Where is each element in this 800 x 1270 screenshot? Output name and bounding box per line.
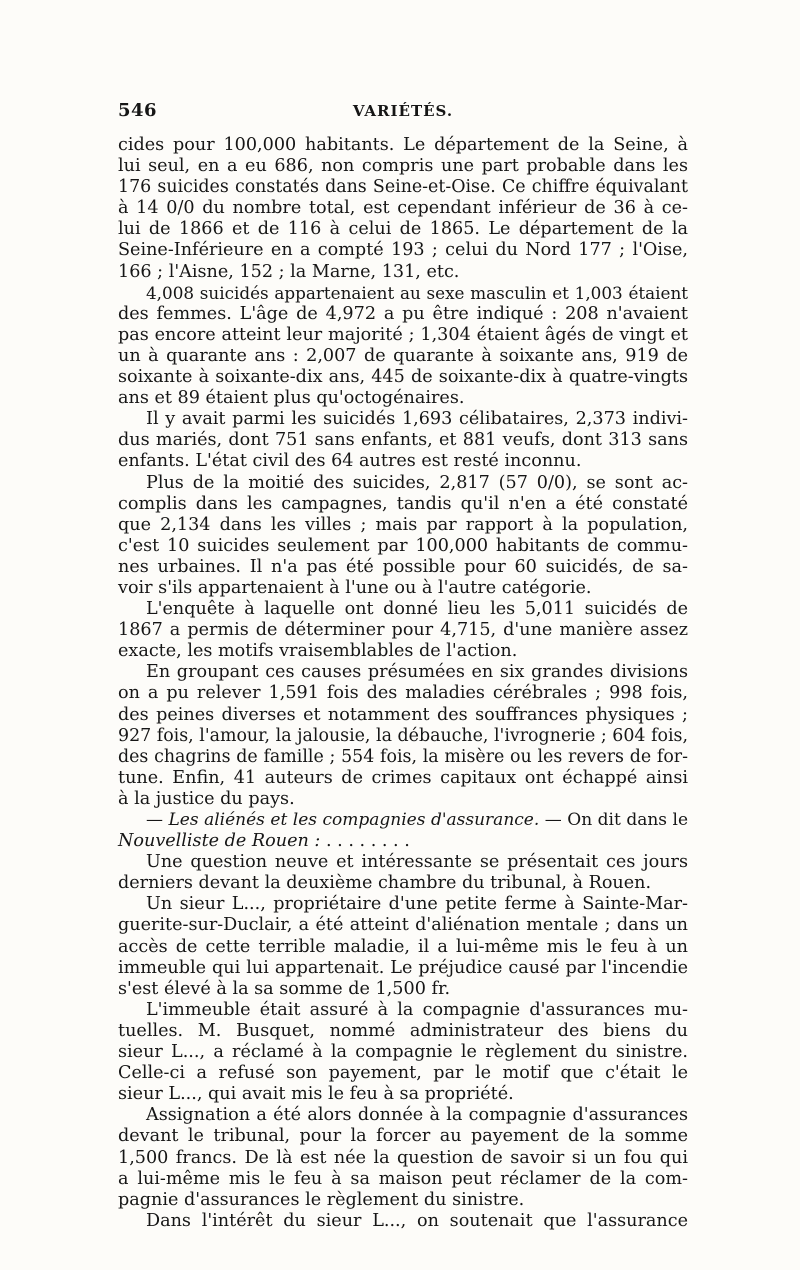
paragraph <box>118 473 688 600</box>
running-title: VARIÉTÉS. <box>352 102 454 120</box>
text-line: des peines diverses et notamment des souffrances physiques ; <box>118 704 688 725</box>
text-line: complis dans les campagnes, tandis qu'il n'en a été constaté <box>118 493 688 514</box>
text-line: a lui-même mis le feu à sa maison peut réclamer de la com- <box>118 1168 688 1189</box>
text-line: que 2,134 dans les villes ; mais par rapport à la population, <box>118 514 688 535</box>
text-line: Assignation a été alors donnée à la compagnie d'assurances <box>146 1105 688 1126</box>
section-intro: — On dit dans le <box>539 810 689 830</box>
text-line: L'immeuble était assuré à la compagnie d'assurances mu- <box>146 999 688 1020</box>
body-text <box>118 135 688 1232</box>
section-heading <box>118 810 688 852</box>
text-line: 166 ; l'Aisne, 152 ; la Marne, 131, etc. <box>118 261 460 282</box>
page-header <box>118 100 688 126</box>
text-line: à 14 0/0 du nombre total, est cependant inférieur de 36 à ce- <box>118 198 688 219</box>
text-line: enfants. L'état civil des 64 autres est resté inconnu. <box>118 451 582 472</box>
text-line: lui de 1866 et de 116 à celui de 1865. Le département de la <box>118 219 688 240</box>
text-line: exacte, les motifs vraisemblables de l'action. <box>118 641 518 662</box>
text-line: accès de cette terrible maladie, il a lui-même mis le feu à un <box>118 936 688 957</box>
source-name: Nouvelliste de Rouen : <box>118 831 321 852</box>
text-line: à la justice du pays. <box>118 788 295 809</box>
text-line: 927 fois, l'amour, la jalousie, la débauche, l'ivrognerie ; 604 fois, <box>118 725 688 746</box>
article-paragraph <box>118 852 688 894</box>
text-line: Une question neuve et intéressante se présentait ces jours <box>146 852 688 873</box>
text-line: c'est 10 suicides seulement par 100,000 habitants de commu- <box>118 535 688 556</box>
text-line: cides pour 100,000 habitants. Le département de la Seine, à <box>118 135 688 155</box>
text-line: sieur L..., qui avait mis le feu à sa propriété. <box>118 1084 514 1105</box>
paragraph <box>118 409 688 472</box>
article-paragraph <box>118 1000 688 1105</box>
text-line: voir s'ils appartenaient à l'une ou à l'autre catégorie. <box>118 577 592 598</box>
article-paragraph <box>118 1211 688 1232</box>
text-line: soixante à soixante-dix ans, 445 de soixante-dix à quatre-vingts <box>118 367 688 388</box>
text-line: tune. Enfin, 41 auteurs de crimes capitaux ont échappé ainsi <box>118 767 688 788</box>
text-line: on a pu relever 1,591 fois des maladies cérébrales ; 998 fois, <box>118 683 688 704</box>
text-line: immeuble qui lui appartenait. Le préjudice causé par l'incendie <box>118 957 688 978</box>
text-line: derniers devant la deuxième chambre du tribunal, à Rouen. <box>118 873 652 894</box>
text-line: un à quarante ans : 2,007 de quarante à soixante ans, 919 de <box>118 345 688 366</box>
text-line: pagnie d'assurances le règlement du sinistre. <box>118 1189 525 1210</box>
em-dash: — <box>146 810 163 830</box>
text-line: 1867 a permis de déterminer pour 4,715, d'une manière assez <box>118 620 688 641</box>
text-line: Il y avait parmi les suicidés 1,693 célibataires, 2,373 indivi- <box>146 409 688 430</box>
text-line: sieur L..., a réclamé à la compagnie le règlement du sinistre. <box>118 1042 688 1063</box>
paragraph <box>118 283 688 410</box>
section-heading-line <box>118 810 688 831</box>
source-dots: . . . . . . . . <box>320 831 410 852</box>
text-line: 4,008 suicidés appartenaient au sexe masculin et 1,003 étaient <box>146 282 688 303</box>
text-line: Un sieur L..., propriétaire d'une petite ferme à Sainte-Mar- <box>146 894 688 915</box>
section-title: Les aliénés et les compagnies d'assurance. <box>168 810 540 830</box>
text-line: Seine-Inférieure en a compté 193 ; celui du Nord 177 ; l'Oise, <box>118 240 688 261</box>
text-line: 1,500 francs. De là est née la question de savoir si un fou qui <box>118 1147 688 1168</box>
article-paragraph <box>118 894 688 999</box>
text-line: ans et 89 étaient plus qu'octogénaires. <box>118 388 465 409</box>
text-line: lui seul, en a eu 686, non compris une part probable dans les <box>118 156 688 177</box>
text-line: 176 suicides constatés dans Seine-et-Oise. Ce chiffre équivalant <box>118 177 688 198</box>
text-line: L'enquête à laquelle ont donné lieu les 5,011 suicidés de <box>146 599 688 620</box>
text-line: guerite-sur-Duclair, a été atteint d'aliénation mentale ; dans un <box>118 915 688 936</box>
text-line: s'est élevé à la sa somme de 1,500 fr. <box>118 978 451 999</box>
article-paragraph <box>118 1105 688 1210</box>
text-line: dus mariés, dont 751 sans enfants, et 881 veufs, dont 313 sans <box>118 430 688 451</box>
paragraph <box>118 135 688 283</box>
text-line: des femmes. L'âge de 4,972 a pu être indiqué : 208 n'avaient <box>118 303 688 324</box>
text-line: Plus de la moitié des suicides, 2,817 (57 0/0), se sont ac- <box>146 472 688 493</box>
text-line: Dans l'intérêt du sieur L..., on soutenait que l'assurance <box>146 1210 688 1231</box>
text-line: pas encore atteint leur majorité ; 1,304 étaient âgés de vingt et <box>118 324 688 345</box>
paragraph <box>118 599 688 662</box>
text-line: devant le tribunal, pour la forcer au payement de la somme <box>118 1126 688 1147</box>
text-line: Celle-ci a refusé son payement, par le motif que c'était le <box>118 1063 688 1084</box>
text-line: des chagrins de famille ; 554 fois, la misère ou les revers de for- <box>118 746 688 767</box>
page-number: 546 <box>118 100 158 121</box>
source-line <box>118 831 688 852</box>
text-line: tuelles. M. Busquet, nommé administrateur des biens du <box>118 1020 688 1041</box>
text-line: En groupant ces causes présumées en six grandes divisions <box>146 662 688 683</box>
text-line: nes urbaines. Il n'a pas été possible pour 60 suicidés, de sa- <box>118 556 688 577</box>
paragraph <box>118 662 688 810</box>
